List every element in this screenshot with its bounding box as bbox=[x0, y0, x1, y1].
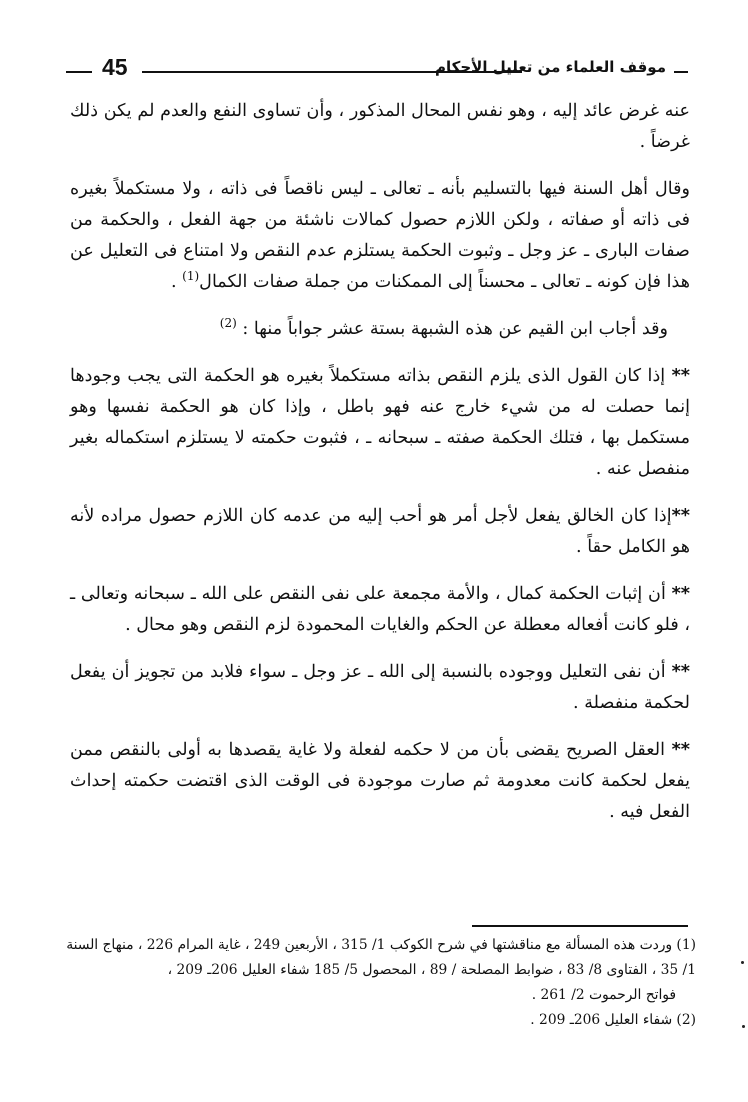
paragraph-7 bbox=[70, 657, 690, 719]
header-dash-right bbox=[674, 71, 688, 73]
paragraph-1 bbox=[70, 96, 690, 158]
paragraph-2-end: . bbox=[170, 272, 183, 292]
scan-speck bbox=[742, 1025, 745, 1028]
paragraph-8-text: العقل الصريح يقضى بأن من لا حكمه لفعلة ولا غاية يقصدها به أولى بالنقص ممن يفعل لحكمة كانت معدومة ثم صارت موجودة فى الوقت الذى اقتضت حكمته إحداث الفعل فيه . bbox=[70, 740, 690, 822]
running-title: موقف العلماء من تعليل الأحكام bbox=[435, 58, 666, 76]
paragraph-5 bbox=[70, 501, 690, 563]
bullet-stars: ** bbox=[671, 740, 690, 760]
footnote-1-text: (1) وردت هذه المسألة مع مناقشتها في شرح الكوكب 1/ 315 ، الأربعين 249 ، غاية المرام 226 ، منهاج السنة 1/ 35 ، الفتاوى 8/ 83 ، ضوابط المصلحة / 89 ، المحصول 5/ 185 شفاء العليل 206ـ 209 ، bbox=[66, 937, 696, 978]
paragraph-6-text: أن إثبات الحكمة كمال ، والأمة مجمعة على نفى النقص على الله ـ سبحانه وتعالى ـ ، فلو كانت أفعاله معطلة عن الحكم والغايات المحمودة لزم النقص وهو محال . bbox=[70, 584, 690, 635]
paragraph-4 bbox=[70, 361, 690, 485]
footnotes bbox=[66, 933, 696, 1033]
bullet-stars: ** bbox=[671, 366, 690, 386]
footnote-1 bbox=[66, 933, 696, 1008]
paragraph-4-text: إذا كان القول الذى يلزم النقص بذاته مستكملاً بغيره هو الحكمة التى يجب وجودها إنما حصلت له من شيء خارج عنه فهو باطل ، وإذا كان هو الحكمة نفسها وهو مستكمل بها ، فتلك الحكمة صفته ـ سبحانه ـ ، فثبوت حكمته لا يستلزم استكماله بغير منفصل عنه . bbox=[70, 366, 690, 479]
bullet-stars: ** bbox=[671, 506, 690, 526]
footnote-ref-1[interactable]: (1) bbox=[182, 269, 200, 284]
bullet-stars: ** bbox=[671, 584, 690, 604]
body-text bbox=[70, 96, 690, 828]
paragraph-5-text: إذا كان الخالق يفعل لأجل أمر هو أحب إليه من عدمه كان اللازم حصول مراده لأنه هو الكامل حقاً . bbox=[70, 506, 690, 557]
paragraph-3-text: وقد أجاب ابن القيم عن هذه الشبهة بستة عشر جواباً منها : bbox=[236, 319, 668, 339]
footnote-ref-2[interactable]: (2) bbox=[219, 316, 237, 331]
footnote-rule bbox=[472, 925, 688, 927]
footnote-2: (2) شفاء العليل 206ـ 209 . bbox=[530, 1012, 696, 1028]
page-header bbox=[66, 50, 688, 90]
paragraph-6 bbox=[70, 579, 690, 641]
scan-speck bbox=[741, 961, 744, 964]
page-number: 45 bbox=[102, 54, 128, 80]
bullet-stars: ** bbox=[671, 662, 690, 682]
paragraph-1-text: عنه غرض عائد إليه ، وهو نفس المحال المذكور ، وأن تساوى النفع والعدم لم يكن ذلك غرضاً . bbox=[70, 101, 690, 152]
paragraph-7-text: أن نفى التعليل ووجوده بالنسبة إلى الله ـ عز وجل ـ سواء فلابد من تجويز أن يفعل لحكمة منفصلة . bbox=[70, 662, 690, 713]
header-dash-left bbox=[66, 71, 92, 73]
paragraph-2 bbox=[70, 174, 690, 298]
footnote-1-continuation: فواتح الرحموت 2/ 261 . bbox=[531, 987, 676, 1003]
paragraph-2-text: وقال أهل السنة فيها بالتسليم بأنه ـ تعالى ـ ليس ناقصاً فى ذاته ، ولا مستكملاً بغيره فى ذاته أو صفاته ، ولكن اللازم حصول كمالات ناشئة من جهة الفعل ، والحكمة من صفات البارى ـ عز وجل ـ وثبوت الحكمة يستلزم عدم النقص ولا امتناع فى التعليل عن هذا فإن كونه ـ تعالى ـ محسناً إلى الممكنات من جملة صفات الكمال bbox=[70, 179, 690, 292]
paragraph-8 bbox=[70, 735, 690, 828]
paragraph-3 bbox=[70, 314, 690, 345]
